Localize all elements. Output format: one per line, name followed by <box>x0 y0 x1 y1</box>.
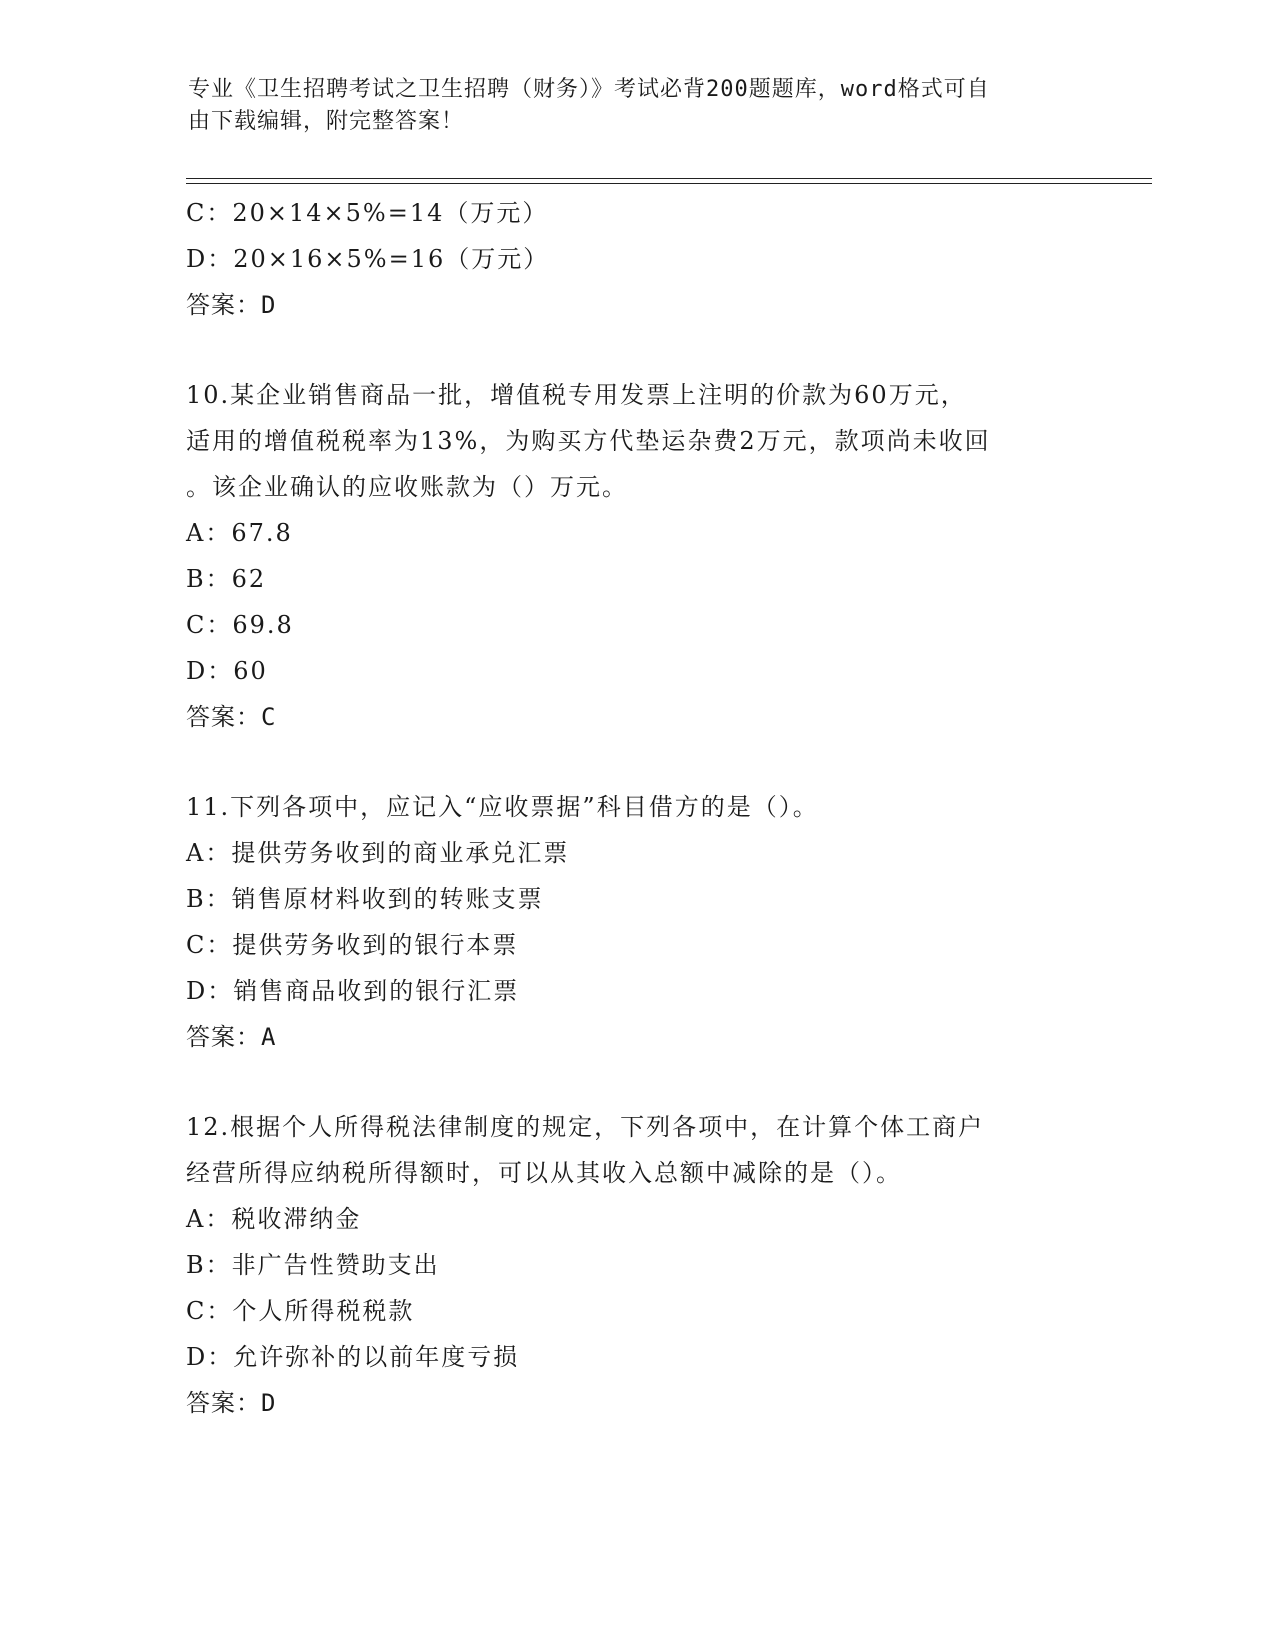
answer-value: D <box>261 1389 277 1417</box>
option-d: D：销售商品收到的银行汇票 <box>186 977 520 1005</box>
answer-value: C <box>261 703 277 731</box>
header-divider-top <box>186 178 1152 179</box>
question-12 <box>186 1104 1146 1426</box>
header-line-2: 由下载编辑，附完整答案！ <box>188 109 465 134</box>
question-stem-line: 11.下列各项中，应记入“应收票据”科目借方的是（）。 <box>186 793 819 821</box>
question-content <box>186 190 1146 1426</box>
answer-value: D <box>261 291 277 319</box>
header-divider-bottom <box>186 183 1152 184</box>
option-c: C：69.8 <box>186 611 294 639</box>
answer-value: A <box>261 1023 277 1051</box>
answer-label: 答案： <box>186 703 261 731</box>
option-c: C：个人所得税税款 <box>186 1297 415 1325</box>
option-a: A：67.8 <box>186 519 293 547</box>
spacer <box>186 740 1146 784</box>
option-c: C：提供劳务收到的银行本票 <box>186 931 519 959</box>
option-b: B：62 <box>186 565 267 593</box>
option-d: D：允许弥补的以前年度亏损 <box>186 1343 520 1371</box>
previous-question-tail <box>186 190 1146 328</box>
option-a: A：税收滞纳金 <box>186 1205 362 1233</box>
answer-line <box>186 1014 1146 1060</box>
option-d: D：60 <box>186 657 268 685</box>
answer-line <box>186 282 1146 328</box>
option-b: B：非广告性赞助支出 <box>186 1251 440 1279</box>
answer-line <box>186 1380 1146 1426</box>
spacer <box>186 328 1146 372</box>
option-c: C：20×14×5%=14（万元） <box>186 199 549 227</box>
header-line-1: 专业《卫生招聘考试之卫生招聘（财务）》考试必背200题题库，word格式可自 <box>188 77 990 102</box>
question-11 <box>186 784 1146 1060</box>
answer-label: 答案： <box>186 291 261 319</box>
document-header <box>188 74 1088 138</box>
question-stem-line: 12.根据个人所得税法律制度的规定，下列各项中，在计算个体工商户 <box>186 1113 985 1141</box>
option-b: B：销售原材料收到的转账支票 <box>186 885 544 913</box>
answer-line <box>186 694 1146 740</box>
answer-label: 答案： <box>186 1023 261 1051</box>
option-d: D：20×16×5%=16（万元） <box>186 245 550 273</box>
spacer <box>186 1060 1146 1104</box>
option-a: A：提供劳务收到的商业承兑汇票 <box>186 839 570 867</box>
question-stem-line: 适用的增值税税率为13%，为购买方代垫运杂费2万元，款项尚未收回 <box>186 427 991 455</box>
answer-label: 答案： <box>186 1389 261 1417</box>
question-10 <box>186 372 1146 740</box>
question-stem-line: 。该企业确认的应收账款为（）万元。 <box>186 473 628 501</box>
question-stem-line: 10.某企业销售商品一批，增值税专用发票上注明的价款为60万元， <box>186 381 967 409</box>
question-stem-line: 经营所得应纳税所得额时，可以从其收入总额中减除的是（）。 <box>186 1159 902 1187</box>
